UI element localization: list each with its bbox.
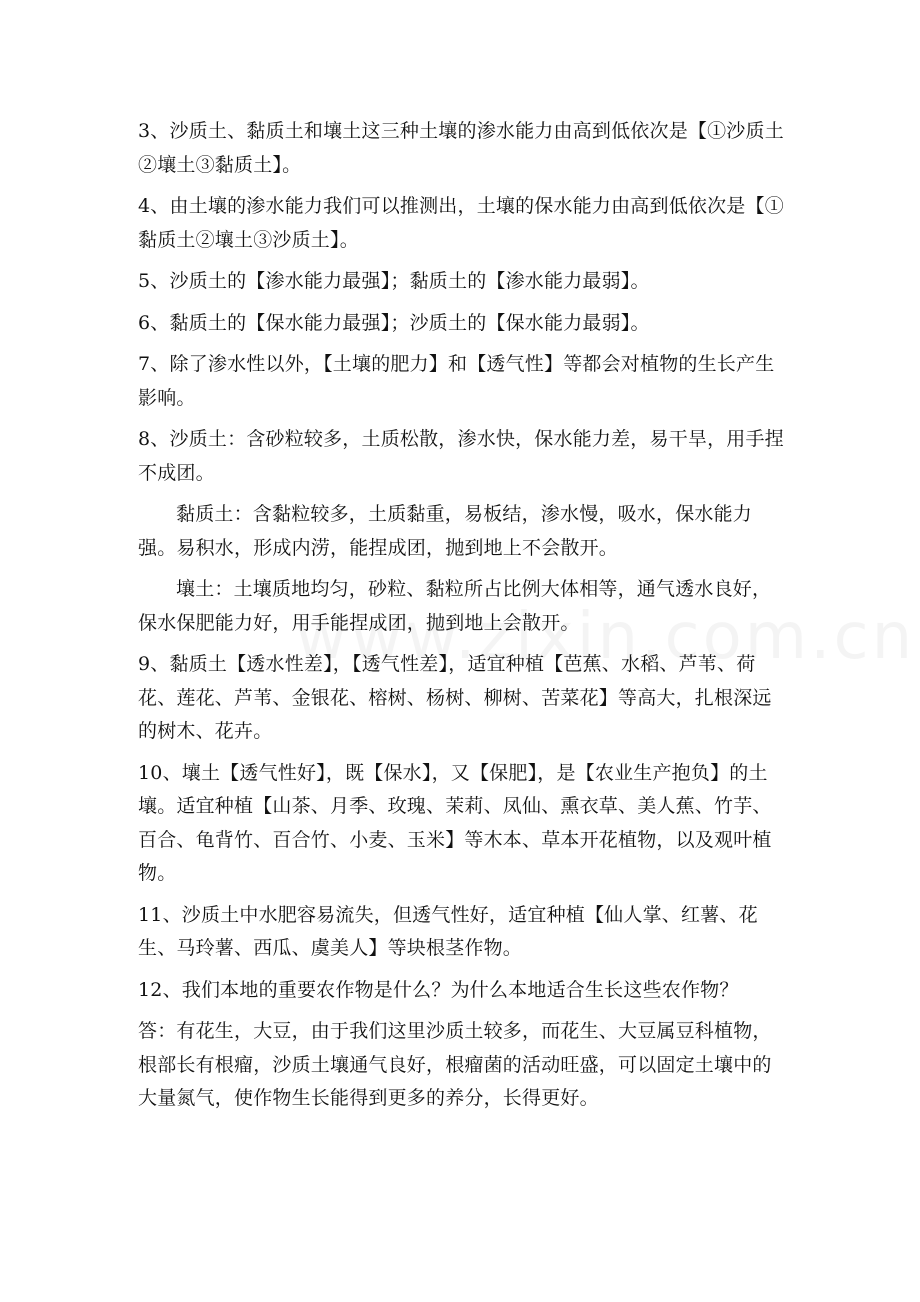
document-body xyxy=(138,115,788,1124)
paragraph-9: 9、黏质土【透水性差】，【透气性差】，适宜种植【芭蕉、水稻、芦苇、荷花、莲花、芦苇、金银花、榕树、杨树、柳树、苦菜花】等高大，扎根深远的树木、花卉。 xyxy=(138,653,772,742)
paragraph-10: 10、壤土【透气性好】，既【保水】，又【保肥】，是【农业生产抱负】的土壤。适宜种植【山茶、月季、玫瑰、茉莉、凤仙、熏衣草、美人蕉、竹芋、百合、龟背竹、百合竹、小麦、玉米】等木本、草本开花植物，以及观叶植物。 xyxy=(138,761,772,884)
paragraph-6: 6、黏质土的【保水能力最强】；沙质土的【保水能力最弱】。 xyxy=(138,311,650,334)
paragraph-12-question: 12、我们本地的重要农作物是什么？为什么本地适合生长这些农作物？ xyxy=(138,978,739,1001)
paragraph-12-answer: 答：有花生，大豆，由于我们这里沙质土较多，而花生、大豆属豆科植物，根部长有根瘤，沙质土壤通气良好，根瘤菌的活动旺盛，可以固定土壤中的大量氮气，使作物生长能得到更多的养分，长得更好。 xyxy=(138,1020,772,1109)
paragraph-8-sandy-soil: 8、沙质土：含砂粒较多，土质松散，渗水快，保水能力差，易干旱，用手捏不成团。 xyxy=(138,428,784,484)
paragraph-3: 3、沙质土、黏质土和壤土这三种土壤的渗水能力由高到低依次是【①沙质土②壤土③黏质土】。 xyxy=(138,120,784,176)
paragraph-7: 7、除了渗水性以外，【土壤的肥力】和【透气性】等都会对植物的生长产生影响。 xyxy=(138,353,775,409)
paragraph-8-clay-soil: 黏质土：含黏粒较多，土质黏重，易板结，渗水慢，吸水，保水能力强。易积水，形成内涝，能捏成团，抛到地上不会散开。 xyxy=(138,503,753,559)
paragraph-8-loam-soil: 壤土：土壤质地均匀，砂粒、黏粒所占比例大体相等，通气透水良好，保水保肥能力好，用手能捏成团，抛到地上会散开。 xyxy=(138,578,772,634)
paragraph-5: 5、沙质土的【渗水能力最强】；黏质土的【渗水能力最弱】。 xyxy=(138,270,650,292)
paragraph-11: 11、沙质土中水肥容易流失，但透气性好，适宜种植【仙人掌、红薯、花生、马玲薯、西瓜、虞美人】等块根茎作物。 xyxy=(138,903,758,959)
paragraph-4: 4、由土壤的渗水能力我们可以推测出，土壤的保水能力由高到低依次是【①黏质土②壤土③沙质土】。 xyxy=(138,195,784,251)
